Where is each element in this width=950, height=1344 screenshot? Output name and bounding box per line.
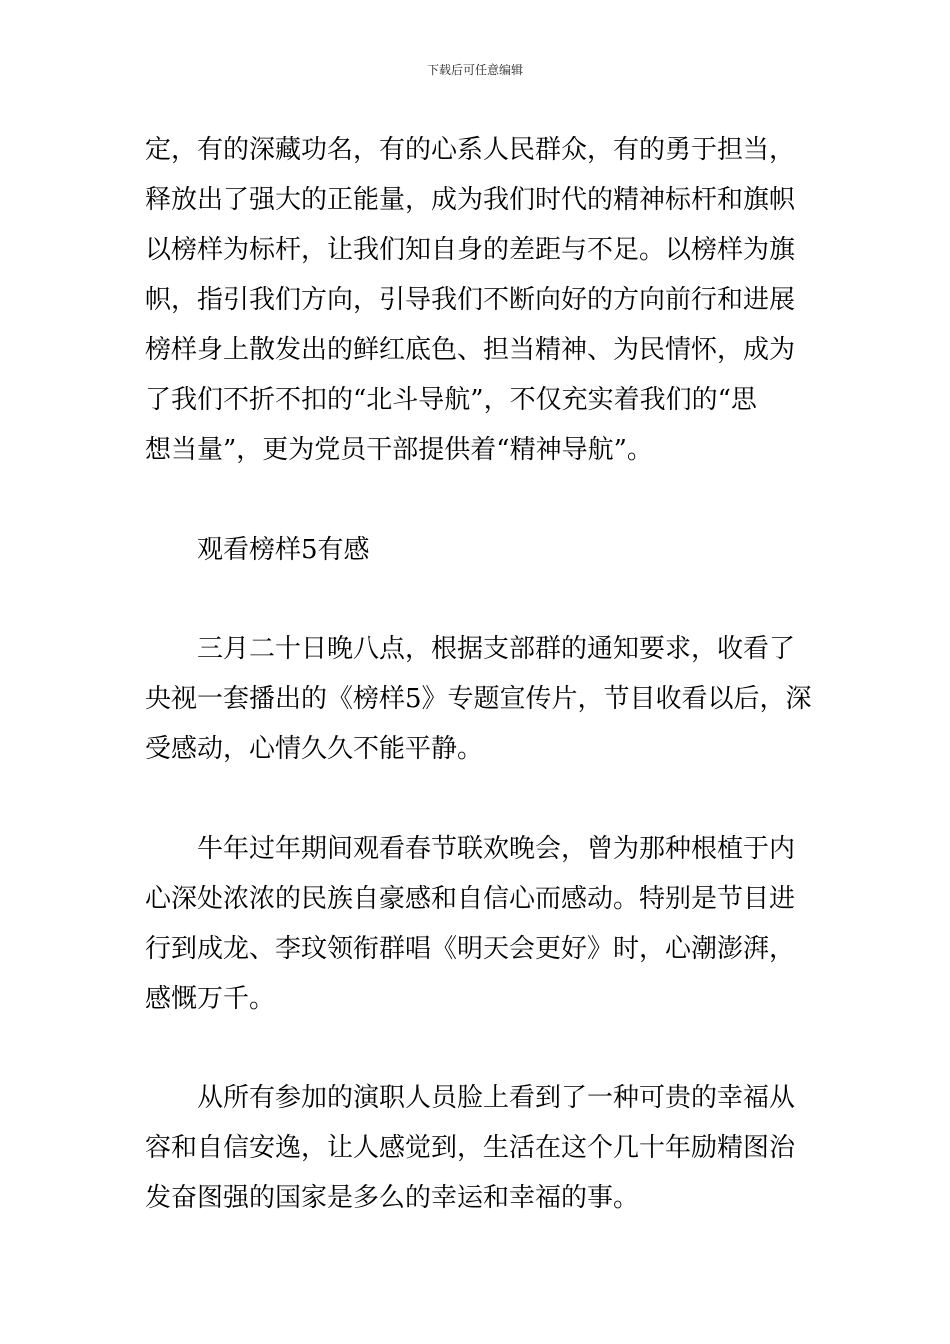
paragraph-line: 释放出了强大的正能量，成为我们时代的精神标杆和旗帜: [145, 185, 796, 215]
paragraph-line: 行到成龙、李玟领衔群唱《明天会更好》时，心潮澎湃，: [145, 934, 796, 964]
paragraph-line: 帜，指引我们方向，引导我们不断向好的方向前行和进展: [145, 285, 796, 315]
paragraph-line: 央视一套播出的《榜样5》专题宣传片，节目收看以后，深: [145, 684, 812, 714]
paragraph-line: 想当量”，更为党员干部提供着“精神导航”。: [145, 435, 653, 465]
paragraph-line: 了我们不折不扣的“北斗导航”，不仅充实着我们的“思: [145, 385, 757, 415]
paragraph-line: 心深处浓浓的民族自豪感和自信心而感动。特别是节目进: [145, 884, 796, 914]
paragraph-line: 定，有的深藏功名，有的心系人民群众，有的勇于担当，: [145, 135, 796, 165]
paragraph-line: 牛年过年期间观看春节联欢晚会，曾为那种根植于内: [197, 834, 796, 864]
paragraph-line: 受感动，心情久久不能平静。: [145, 734, 484, 764]
paragraph-line: 发奋图强的国家是多么的幸运和幸福的事。: [145, 1183, 640, 1213]
paragraph-line: 榜样身上散发出的鲜红底色、担当精神、为民情怀，成为: [145, 335, 796, 365]
page-header: 下载后可任意编辑: [426, 63, 523, 77]
paragraph-line: 容和自信安逸，让人感觉到，生活在这个几十年励精图治: [145, 1133, 796, 1163]
paragraph-line: 三月二十日晚八点，根据支部群的通知要求，收看了: [197, 634, 796, 664]
section-heading: 观看榜样5有感: [197, 535, 370, 565]
paragraph-line: 感慨万千。: [145, 984, 276, 1014]
paragraph-line: 以榜样为标杆，让我们知自身的差距与不足。以榜样为旗: [145, 235, 796, 265]
paragraph-line: 从所有参加的演职人员脸上看到了一种可贵的幸福从: [197, 1083, 796, 1113]
